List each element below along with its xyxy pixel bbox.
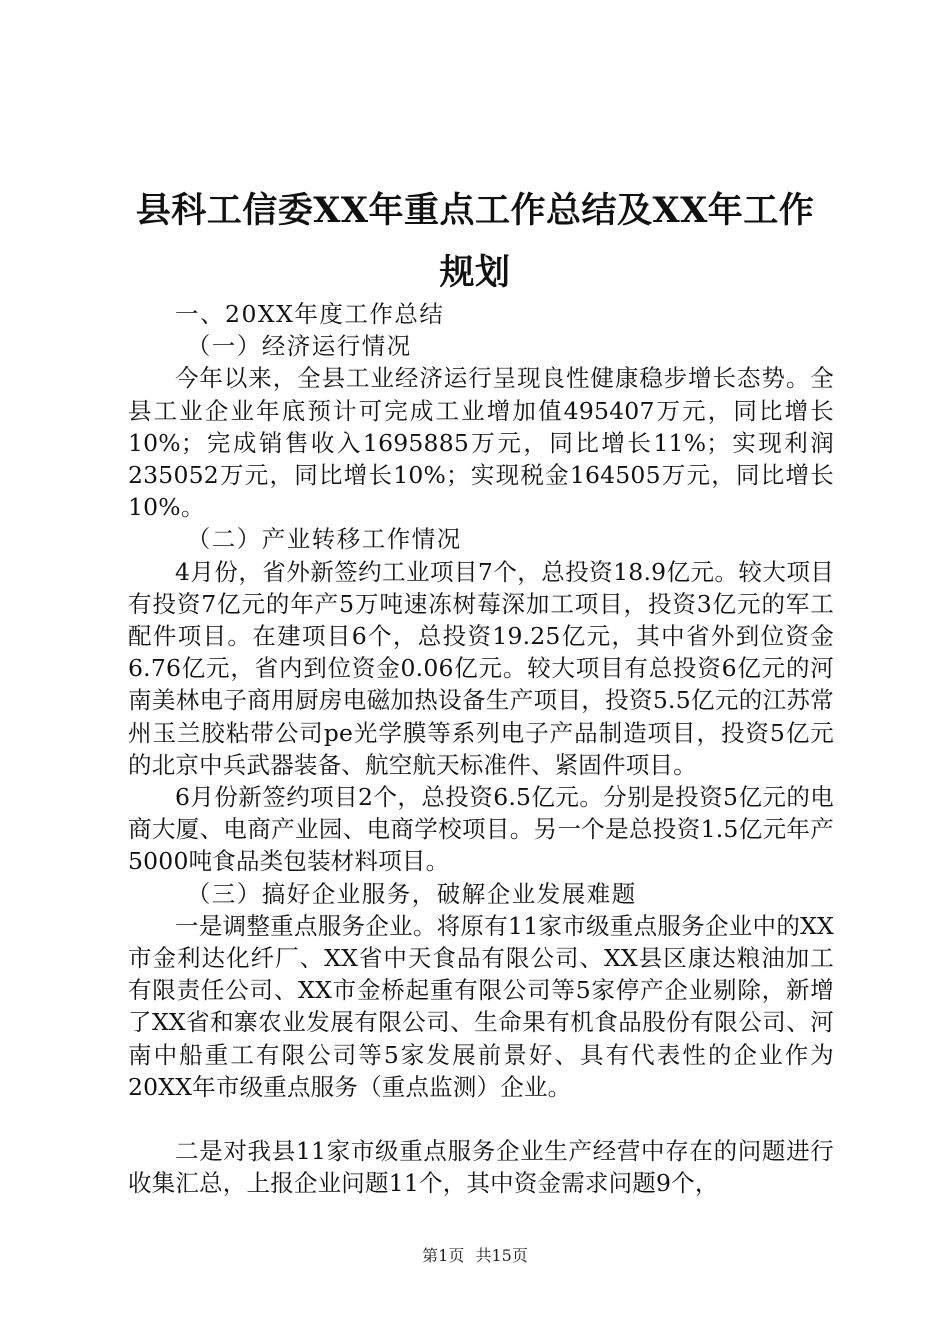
section-heading: 一、20XX年度工作总结: [175, 300, 445, 328]
paragraph: 二是对我县11家市级重点服务企业生产经营中存在的问题进行收集汇总，上报企业问题11个，其中资金需求问题9个，: [128, 1137, 834, 1198]
page-total: 共15页: [475, 1246, 528, 1265]
paragraph: 4月份，省外新签约工业项目7个，总投资18.9亿元。较大项目有投资7亿元的年产5万吨速冻树莓深加工项目，投资3亿元的军工配件项目。在建项目6个，总投资19.25亿元，其中省外到位资金6.76亿元，省内到位资金0.06亿元。较大项目有总投资6亿元的河南美林电子商用厨房电磁加热设备生产项目，投资5.5亿元的江苏常州玉兰胶粘带公司pe光学膜等系列电子产品制造项目，投资5亿元的北京中兵武器装备、航空航天标准件、紧固件项目。: [128, 557, 834, 779]
subsection-heading: （一）经济运行情况: [186, 332, 412, 361]
paragraph: 今年以来，全县工业经济运行呈现良性健康稳步增长态势。全县工业企业年底预计可完成工业增加值495407万元，同比增长10%；完成销售收入1695885万元，同比增长11%；实现利润235052万元，同比增长10%；实现税金164505万元，同比增长10%。: [128, 364, 834, 522]
paragraph: 6月份新签约项目2个，总投资6.5亿元。分别是投资5亿元的电商大厦、电商产业园、电商学校项目。另一个是总投资1.5亿元年产5000吨食品类包装材料项目。: [128, 783, 834, 876]
document-body: [128, 298, 834, 1199]
subsection-heading: （三）搞好企业服务，破解企业发展难题: [186, 879, 637, 908]
document-title: 县科工信委XX年重点工作总结及XX年工作规划: [135, 190, 815, 293]
page-footer: [0, 1243, 950, 1266]
subsection-heading: （二）产业转移工作情况: [186, 525, 462, 554]
paragraph: 一是调整重点服务企业。将原有11家市级重点服务企业中的XX市金利达化纤厂、XX省中天食品有限公司、XX县区康达粮油加工有限责任公司、XX市金桥起重有限公司等5家停产企业剔除，新增了XX省和寨农业发展有限公司、生命果有机食品股份有限公司、河南中船重工有限公司等5家发展前景好、具有代表性的企业作为20XX年市级重点服务（重点监测）企业。: [128, 911, 834, 1101]
page-number: 第1页: [422, 1246, 465, 1265]
